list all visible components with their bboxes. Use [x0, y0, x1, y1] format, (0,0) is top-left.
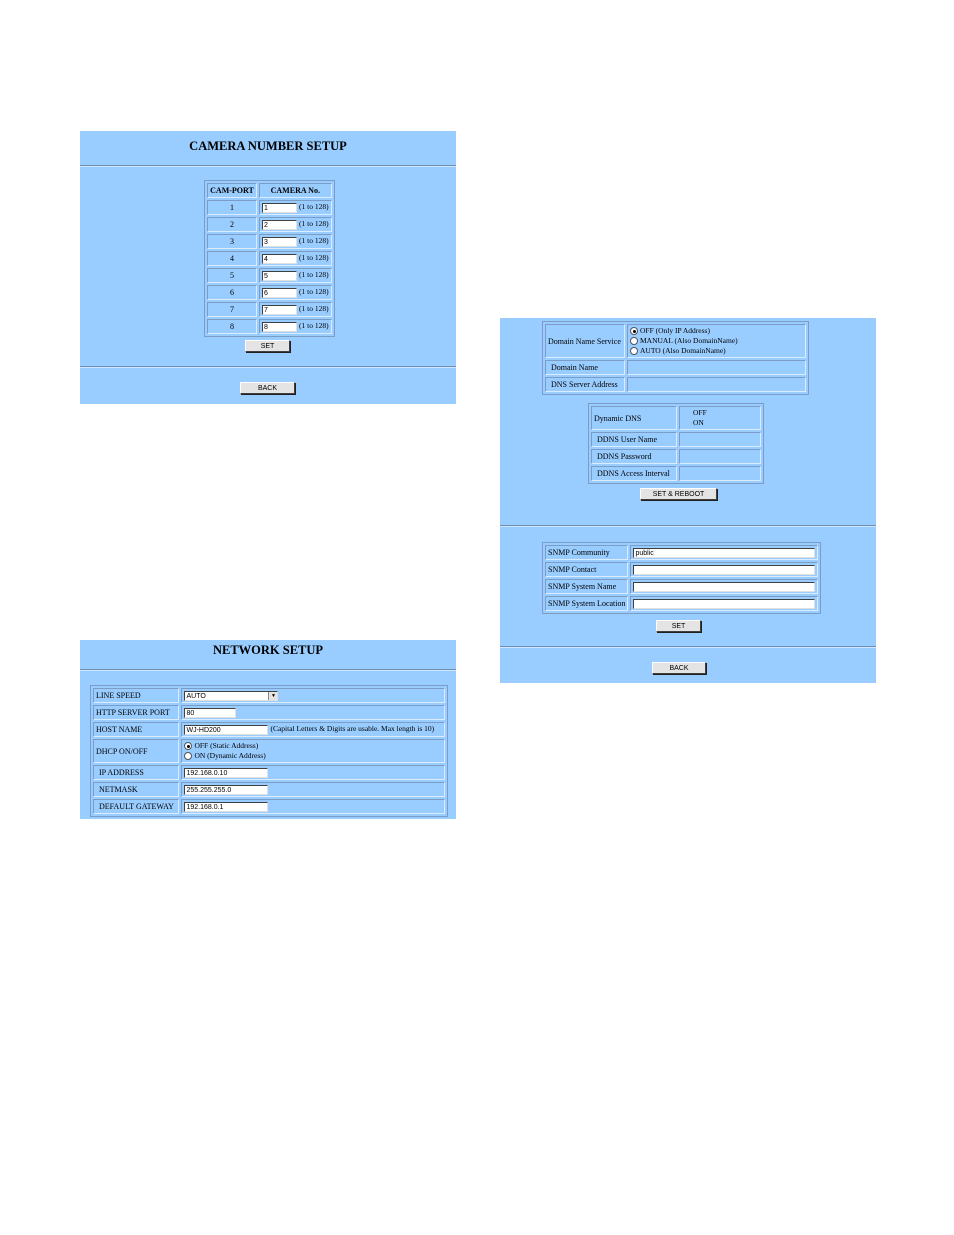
table-header-row [207, 183, 332, 198]
camera-number-input[interactable]: 3 [262, 237, 297, 247]
snmp-community-input[interactable]: public [633, 548, 815, 558]
snmp-location-row [545, 596, 818, 611]
ip-address-row [93, 765, 445, 780]
table-row [207, 285, 332, 300]
host-name-row [93, 722, 445, 737]
ddns-table [588, 403, 764, 484]
ddns-password-label: DDNS Password [591, 449, 677, 464]
snmp-set-button[interactable]: SET [656, 620, 701, 632]
dhcp-label: DHCP ON/OFF [93, 739, 179, 763]
table-row [207, 268, 332, 283]
camera-range-hint: (1 to 128) [299, 236, 329, 246]
table-row [207, 200, 332, 215]
domain-name-row [545, 360, 806, 375]
snmp-location-input[interactable] [633, 599, 815, 609]
divider [500, 525, 876, 527]
dns-server-label: DNS Server Address [545, 377, 625, 392]
camera-range-hint: (1 to 128) [299, 321, 329, 331]
divider [500, 646, 876, 648]
dns-server-value [627, 377, 806, 392]
dhcp-on-option[interactable]: ON (Dynamic Address) [184, 751, 442, 761]
table-row [207, 319, 332, 334]
cam-port-cell: 8 [207, 319, 257, 334]
camera-number-input[interactable]: 2 [262, 220, 297, 230]
dns-off-option[interactable]: OFF (Only IP Address) [630, 326, 803, 336]
ddns-password-value [679, 449, 761, 464]
network-settings-table [90, 685, 448, 817]
chevron-down-icon[interactable]: ▼ [268, 692, 277, 700]
snmp-contact-label: SNMP Contact [545, 562, 628, 577]
camera-range-hint: (1 to 128) [299, 219, 329, 229]
camera-number-table [204, 180, 335, 337]
ddns-interval-value [679, 466, 761, 481]
divider [80, 165, 456, 167]
cam-port-cell: 4 [207, 251, 257, 266]
radio-unchecked-icon[interactable] [184, 752, 192, 760]
gateway-label: DEFAULT GATEWAY [93, 799, 179, 814]
divider [80, 669, 456, 671]
table-row [207, 302, 332, 317]
host-name-hint: (Capital Letters & Digits are usable. Max length is 10) [270, 724, 435, 734]
camera-number-input[interactable]: 6 [262, 288, 297, 298]
gateway-row [93, 799, 445, 814]
snmp-location-label: SNMP System Location [545, 596, 628, 611]
camera-range-hint: (1 to 128) [299, 202, 329, 212]
dns-auto-option[interactable]: AUTO (Also DomainName) [630, 346, 803, 356]
gateway-input[interactable]: 192.168.0.1 [184, 802, 268, 812]
line-speed-label: LINE SPEED [93, 688, 179, 703]
ip-address-input[interactable]: 192.168.0.10 [184, 768, 268, 778]
camera-number-setup-panel [80, 131, 456, 404]
cam-port-cell: 1 [207, 200, 257, 215]
netmask-input[interactable]: 255.255.255.0 [184, 785, 268, 795]
cam-port-cell: 3 [207, 234, 257, 249]
dns-service-row [545, 324, 806, 358]
ddns-interval-row [591, 466, 761, 481]
table-row [207, 234, 332, 249]
camera-number-input[interactable]: 5 [262, 271, 297, 281]
camera-range-hint: (1 to 128) [299, 287, 329, 297]
camera-number-input[interactable]: 7 [262, 305, 297, 315]
camera-range-hint: (1 to 128) [299, 253, 329, 263]
domain-name-label: Domain Name [545, 360, 625, 375]
camera-range-hint: (1 to 128) [299, 270, 329, 280]
line-speed-value: AUTO [186, 692, 206, 700]
col-header-cam-port: CAM-PORT [207, 183, 257, 198]
set-button[interactable]: SET [245, 340, 290, 352]
back-button[interactable]: BACK [652, 662, 706, 674]
dns-table [542, 321, 809, 395]
ddns-interval-label: DDNS Access Interval [591, 466, 677, 481]
snmp-contact-row [545, 562, 818, 577]
host-name-input[interactable]: WJ-HD200 [184, 725, 268, 735]
back-button[interactable]: BACK [240, 382, 295, 394]
snmp-name-input[interactable] [633, 582, 815, 592]
ddns-off-option[interactable]: OFF [693, 408, 707, 417]
http-port-input[interactable]: 80 [184, 708, 236, 718]
table-row [207, 217, 332, 232]
host-name-label: HOST NAME [93, 722, 179, 737]
ddns-user-value [679, 432, 761, 447]
snmp-table [542, 542, 821, 614]
cam-port-cell: 7 [207, 302, 257, 317]
ddns-row [591, 406, 761, 430]
camera-range-hint: (1 to 128) [299, 304, 329, 314]
col-header-camera-no: CAMERA No. [259, 183, 332, 198]
cam-port-cell: 2 [207, 217, 257, 232]
ddns-user-label: DDNS User Name [591, 432, 677, 447]
camera-number-input[interactable]: 4 [262, 254, 297, 264]
snmp-contact-input[interactable] [633, 565, 815, 575]
snmp-name-label: SNMP System Name [545, 579, 628, 594]
camera-number-input[interactable]: 8 [262, 322, 297, 332]
dns-manual-option[interactable]: MANUAL (Also DomainName) [630, 336, 803, 346]
ddns-password-row [591, 449, 761, 464]
ddns-user-row [591, 432, 761, 447]
snmp-name-row [545, 579, 818, 594]
ip-address-label: IP ADDRESS [93, 765, 179, 780]
http-port-label: HTTP SERVER PORT [93, 705, 179, 720]
dhcp-off-option[interactable]: OFF (Static Address) [184, 741, 442, 751]
line-speed-select[interactable] [184, 691, 278, 701]
snmp-community-row [545, 545, 818, 560]
divider [80, 366, 456, 368]
network-setup-title: NETWORK SETUP [212, 643, 324, 657]
dhcp-row [93, 739, 445, 763]
radio-unchecked-icon[interactable] [630, 347, 638, 355]
dns-snmp-setup-panel [500, 318, 876, 683]
cam-port-cell: 6 [207, 285, 257, 300]
dns-server-row [545, 377, 806, 392]
http-port-row [93, 705, 445, 720]
table-row [207, 251, 332, 266]
domain-name-value [627, 360, 806, 375]
camera-number-input[interactable]: 1 [262, 203, 297, 213]
camera-setup-title: CAMERA NUMBER SETUP [189, 139, 347, 153]
netmask-label: NETMASK [93, 782, 179, 797]
snmp-community-label: SNMP Community [545, 545, 628, 560]
radio-checked-icon[interactable] [184, 742, 192, 750]
set-reboot-button[interactable]: SET & REBOOT [640, 488, 717, 500]
line-speed-row [93, 688, 445, 703]
netmask-row [93, 782, 445, 797]
ddns-on-option[interactable]: ON [693, 418, 704, 427]
cam-port-cell: 5 [207, 268, 257, 283]
radio-unchecked-icon[interactable] [630, 337, 638, 345]
ddns-label: Dynamic DNS [591, 406, 677, 430]
network-setup-panel [80, 640, 456, 819]
radio-checked-icon[interactable] [630, 327, 638, 335]
dns-service-label: Domain Name Service [545, 324, 625, 358]
